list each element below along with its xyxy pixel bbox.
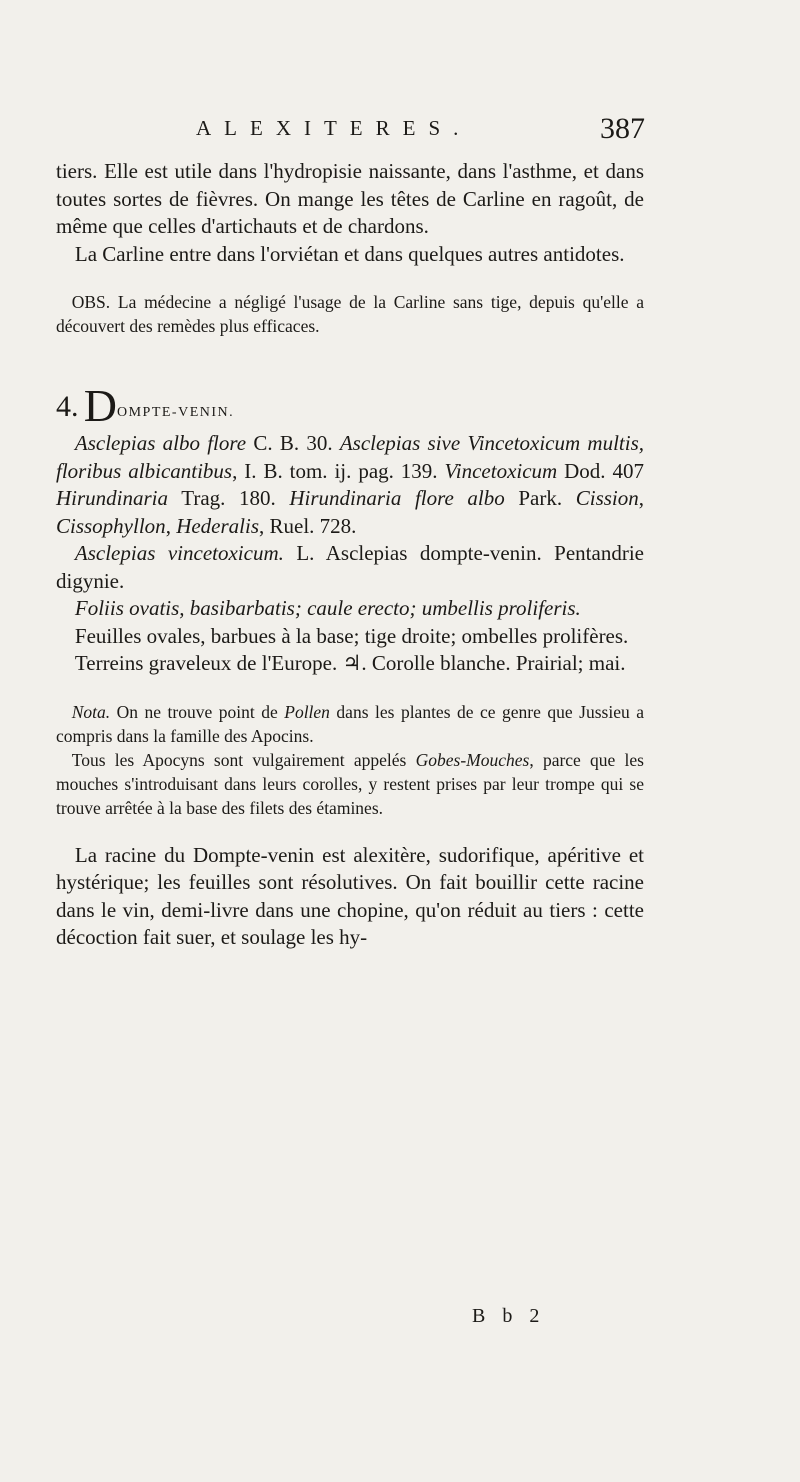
synonym-latin-name: Asclepias albo flore	[74, 431, 247, 455]
nota-text-end: dans les plantes de ce genre que Jussieu a compris dans la famille des Apocins.	[56, 701, 644, 746]
synonym-latin-name: Hirundinaria	[56, 486, 169, 510]
apocyns-text: Tous les Apocyns sont vulgairement appelés	[71, 749, 416, 770]
linnaean-binomial: Asclepias vincetoxicum.	[74, 541, 284, 565]
synonym-reference: , Ruel. 728.	[259, 513, 357, 538]
synonymy-paragraph	[56, 430, 644, 540]
french-description: Feuilles ovales, barbues à la base; tige droite; ombelles prolifères.	[74, 623, 629, 648]
pollen-term: Pollen	[284, 701, 330, 722]
latin-diagnosis: Foliis ovatis, basibarbatis; caule erecto; umbellis proliferis.	[74, 596, 581, 620]
habitat-line: Terreins graveleux de l'Europe. ♃. Corolle blanche. Prairial; mai.	[74, 651, 626, 675]
entry-initial: D	[83, 380, 117, 431]
entry-heading	[56, 380, 644, 431]
linnaean-name	[56, 540, 644, 595]
observation-note: OBS. La médecine a négligé l'usage de la Carline sans tige, depuis qu'elle a découvert des remèdes plus efficaces.	[56, 292, 644, 336]
nota-paragraph	[56, 700, 644, 748]
synonym-latin-name: Hederalis	[176, 513, 260, 538]
entry-title: OMPTE-VENIN.	[116, 405, 235, 420]
synonym-latin-name: Cission	[575, 486, 639, 510]
synonym-reference: C. B. 30.	[246, 431, 340, 455]
synonym-reference: , I. B. tom. ij. pag. 139.	[232, 458, 445, 483]
synonym-reference: Dod. 407	[557, 458, 644, 483]
linnaean-class: L. Asclepias dompte-venin. Pentandrie digynie.	[56, 541, 644, 593]
page-number: 387	[600, 112, 645, 145]
nota-text: On ne trouve point de	[110, 701, 285, 722]
synonym-latin-name: Asclepias sive Vincetoxicum multis, floribus albicantibus	[56, 431, 645, 483]
final-paragraph: La racine du Dompte-venin est alexitère, sudorifique, apéritive et hystérique; les feuilles sont résolutives. On fait bouillir cette racine dans le vin, demi-livre dans une chopine, qu'on réduit au tiers : cette décoction fait suer, et soulage les hy-	[56, 842, 644, 949]
apocyns-paragraph	[56, 748, 644, 820]
synonym-reference: ,	[165, 513, 177, 538]
page-header	[0, 112, 800, 152]
page-body	[56, 158, 644, 952]
synonym-latin-name: Vincetoxicum	[444, 458, 558, 483]
entry-number: 4.	[56, 390, 79, 423]
signature-mark: B b 2	[472, 1305, 546, 1327]
synonym-latin-name: Cissophyllon	[56, 513, 166, 538]
synonym-reference: ,	[638, 486, 645, 510]
gobes-mouches-term: Gobes-Mouches	[415, 749, 530, 770]
intro-paragraph-antidotes: La Carline entre dans l'orviétan et dans quelques autres antidotes.	[74, 241, 625, 266]
nota-label: Nota.	[71, 701, 111, 722]
synonym-reference: Park.	[504, 486, 576, 510]
apocyns-text-end: , parce que les mouches s'introduisant dans leurs corolles, y restent prises par leur trompe qui se trouve arrêtée à la base des filets des étamines.	[56, 749, 644, 818]
intro-paragraph: tiers. Elle est utile dans l'hydropisie naissante, dans l'asthme, et dans toutes sortes de fièvres. On mange les têtes de Carline en ragoût, de même que celles d'artichauts et de chardons.	[56, 159, 644, 238]
running-title: ALEXITERES.	[196, 116, 472, 140]
synonym-latin-name: Hirundinaria flore albo	[289, 486, 505, 510]
synonym-reference: Trag. 180.	[168, 486, 290, 510]
